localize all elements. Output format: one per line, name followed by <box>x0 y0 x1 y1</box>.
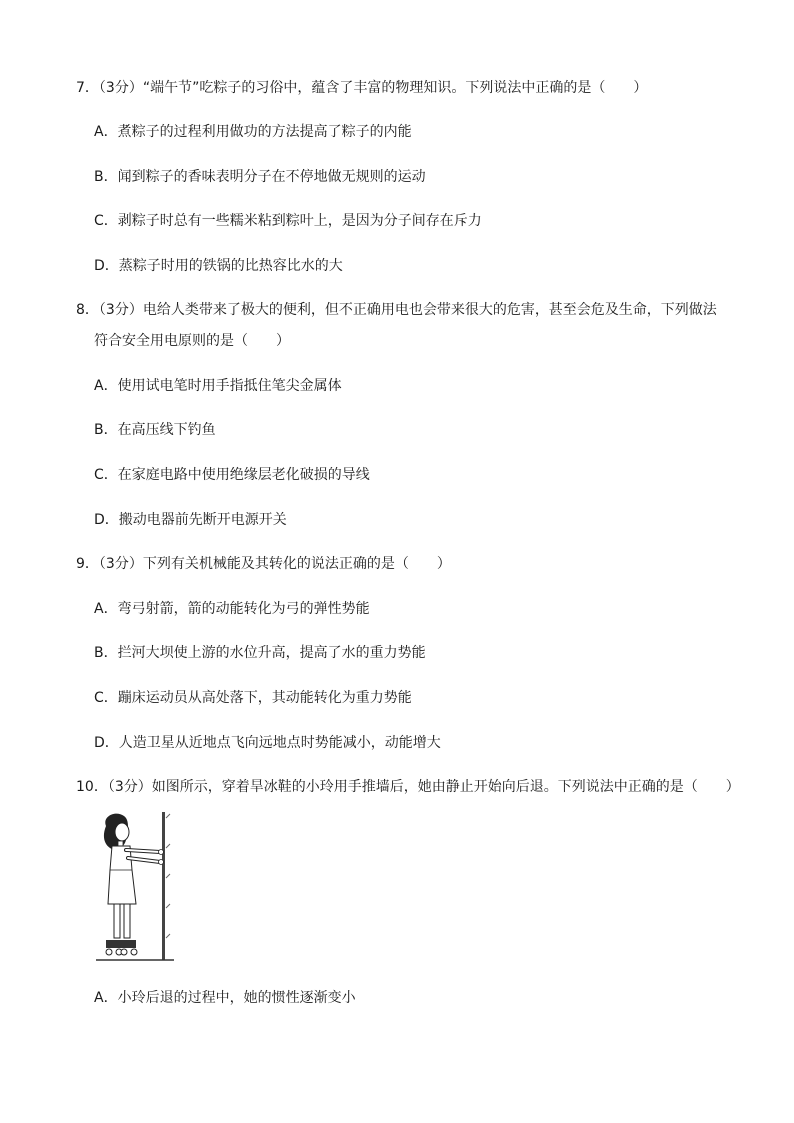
girl-pushing-wall-illustration <box>96 808 174 966</box>
question-9-option-d: D．人造卫星从近地点飞向远地点时势能减小，动能增大 <box>94 735 441 751</box>
question-7-option-c: C．剥粽子时总有一些糯米粘到粽叶上，是因为分子间存在斥力 <box>94 213 482 229</box>
question-8-option-b: B．在高压线下钓鱼 <box>94 422 216 438</box>
question-10-stem: 10．（3分）如图所示，穿着旱冰鞋的小玲用手推墙后，她由静止开始向后退。下列说法中正确的是（ ） <box>76 779 740 795</box>
question-7-stem: 7．（3分）“端午节”吃粽子的习俗中，蕴含了丰富的物理知识。下列说法中正确的是（ ） <box>76 80 648 96</box>
question-8-stem-line1: 8．（3分）电给人类带来了极大的便利，但不正确用电也会带来很大的危害，甚至会危及生命，下列做法 <box>76 302 717 318</box>
question-8-option-a: A．使用试电笔时用手指抵住笔尖金属体 <box>94 378 342 394</box>
question-7-option-b: B．闻到粽子的香味表明分子在不停地做无规则的运动 <box>94 169 426 185</box>
question-7-option-a: A．煮粽子的过程利用做功的方法提高了粽子的内能 <box>94 124 412 140</box>
question-9-option-b: B．拦河大坝使上游的水位升高，提高了水的重力势能 <box>94 645 426 661</box>
question-7-option-d: D．蒸粽子时用的铁锅的比热容比水的大 <box>94 258 343 274</box>
question-8-option-d: D．搬动电器前先断开电源开关 <box>94 512 287 528</box>
question-8-stem-line2: 符合安全用电原则的是（ ） <box>94 333 290 349</box>
question-10-option-a: A．小玲后退的过程中，她的惯性逐渐变小 <box>94 990 356 1006</box>
question-9-stem: 9．（3分）下列有关机械能及其转化的说法正确的是（ ） <box>76 556 451 572</box>
question-8-option-c: C．在家庭电路中使用绝缘层老化破损的导线 <box>94 467 370 483</box>
question-9-option-a: A．弯弓射箭，箭的动能转化为弓的弹性势能 <box>94 601 370 617</box>
question-9-option-c: C．蹦床运动员从高处落下，其动能转化为重力势能 <box>94 690 412 706</box>
